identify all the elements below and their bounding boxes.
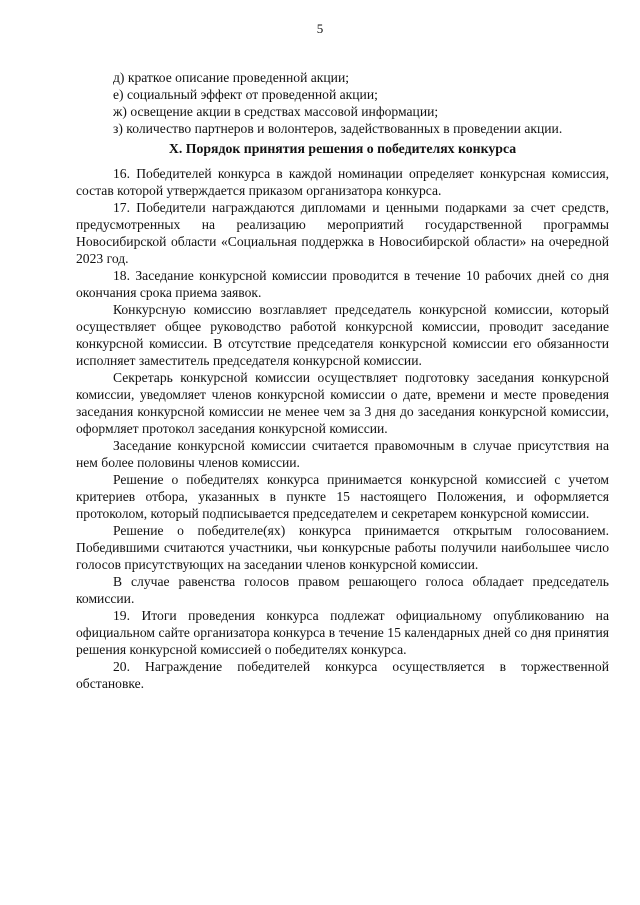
paragraph-19: 19. Итоги проведения конкурса подлежат официальному опубликованию на официальном сайте организатора конкурса в течение 15 календарных дней со дня принятия решения конкурсной комиссией о победителях конкурса. (76, 608, 609, 657)
paragraph-18: 18. Заседание конкурсной комиссии проводится в течение 10 рабочих дней со дня окончания срока приема заявок. (76, 268, 609, 300)
paragraph-secretary: Секретарь конкурсной комиссии осуществляет подготовку заседания конкурсной комиссии, уведомляет членов конкурсной комиссии о дате, времени и месте проведения заседания конкурсной комиссии не менее чем за 3 дня до заседания конкурсной комиссии, оформляет протокол заседания конкурсной комиссии. (76, 370, 609, 436)
paragraph-voting: Решение о победителе(ях) конкурса принимается открытым голосованием. Победившими считаются участники, чьи конкурсные работы получили наибольшее число голосов присутствующих на заседании членов конкурсной комиссии. (76, 523, 609, 572)
paragraph-chairman: Конкурсную комиссию возглавляет председатель конкурсной комиссии, который осуществляет общее руководство работой конкурсной комиссии, проводит заседание конкурсной комиссии. В отсутствие председателя конкурсной комиссии его обязанности исполняет заместитель председателя конкурсной комиссии. (76, 302, 609, 368)
paragraph-16: 16. Победителей конкурса в каждой номинации определяет конкурсная комиссия, состав которой утверждается приказом организатора конкурса. (76, 166, 609, 198)
paragraph-quorum: Заседание конкурсной комиссии считается правомочным в случае присутствия на нем более половины членов комиссии. (76, 438, 609, 470)
list-item-zh: ж) освещение акции в средствах массовой информации; (113, 104, 439, 119)
paragraph-17: 17. Победители награждаются дипломами и ценными подарками за счет средств, предусмотренных на реализацию мероприятий государственной программы Новосибирской области «Социальная поддержка в Новосибирской области» на очередной 2023 год. (76, 200, 609, 266)
paragraph-20: 20. Награждение победителей конкурса осуществляется в торжественной обстановке. (76, 659, 609, 691)
paragraph-decision: Решение о победителях конкурса принимается конкурсной комиссией с учетом критериев отбора, указанных в пункте 15 настоящего Положения, и оформляется протоколом, который подписывается председателем и секретарем конкурсной комиссии. (76, 472, 609, 521)
list-item-z: з) количество партнеров и волонтеров, задействованных в проведении акции. (113, 121, 563, 136)
list-item-e: е) социальный эффект от проведенной акции; (113, 87, 378, 102)
page-number: 5 (316, 21, 324, 36)
section-title: X. Порядок принятия решения о победителях конкурса (168, 141, 517, 156)
list-item-d: д) краткое описание проведенной акции; (113, 70, 350, 85)
document-body (76, 69, 609, 692)
paragraph-tie: В случае равенства голосов правом решающего голоса обладает председатель комиссии. (76, 574, 609, 606)
